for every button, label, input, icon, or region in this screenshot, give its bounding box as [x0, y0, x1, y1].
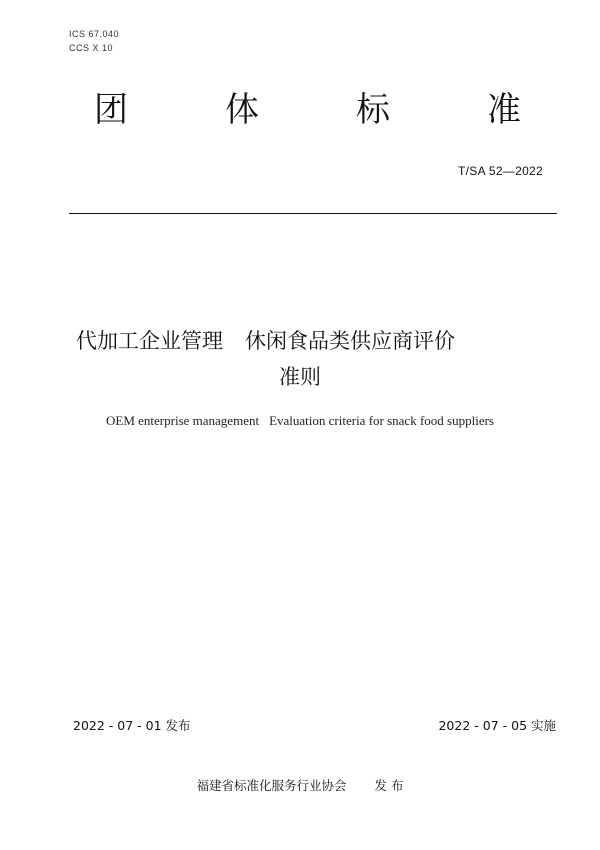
standard-type-char: 标 [356, 90, 390, 130]
standard-type-char: 准 [487, 90, 521, 130]
standard-type-char: 体 [225, 90, 259, 130]
title-en [0, 413, 600, 429]
publisher-name: 福建省标准化服务行业协会 [196, 778, 347, 793]
title-zh-line-1 [76, 326, 455, 356]
standard-type-char: 团 [94, 90, 128, 130]
title-zh-line-2: 准则 [279, 365, 321, 389]
implementation-date: 2022 - 07 - 05 实施 [438, 718, 556, 733]
ics-code: ICS 67.040 [69, 29, 120, 39]
standard-number: T/SA 52—2022 [458, 164, 543, 178]
title-en-part-1: OEM enterprise management [106, 413, 260, 428]
title-en-part-2: Evaluation criteria for snack food suppliers [269, 413, 494, 428]
ccs-code: CCS X 10 [69, 43, 114, 53]
title-zh-part-2: 休闲食品类供应商评价 [245, 329, 455, 353]
publisher-action: 发 布 [374, 778, 404, 793]
publisher-line [0, 776, 600, 794]
header-divider [69, 213, 557, 214]
issue-date: 2022 - 07 - 01 发布 [73, 718, 191, 733]
title-zh-part-1: 代加工企业管理 [76, 329, 223, 353]
